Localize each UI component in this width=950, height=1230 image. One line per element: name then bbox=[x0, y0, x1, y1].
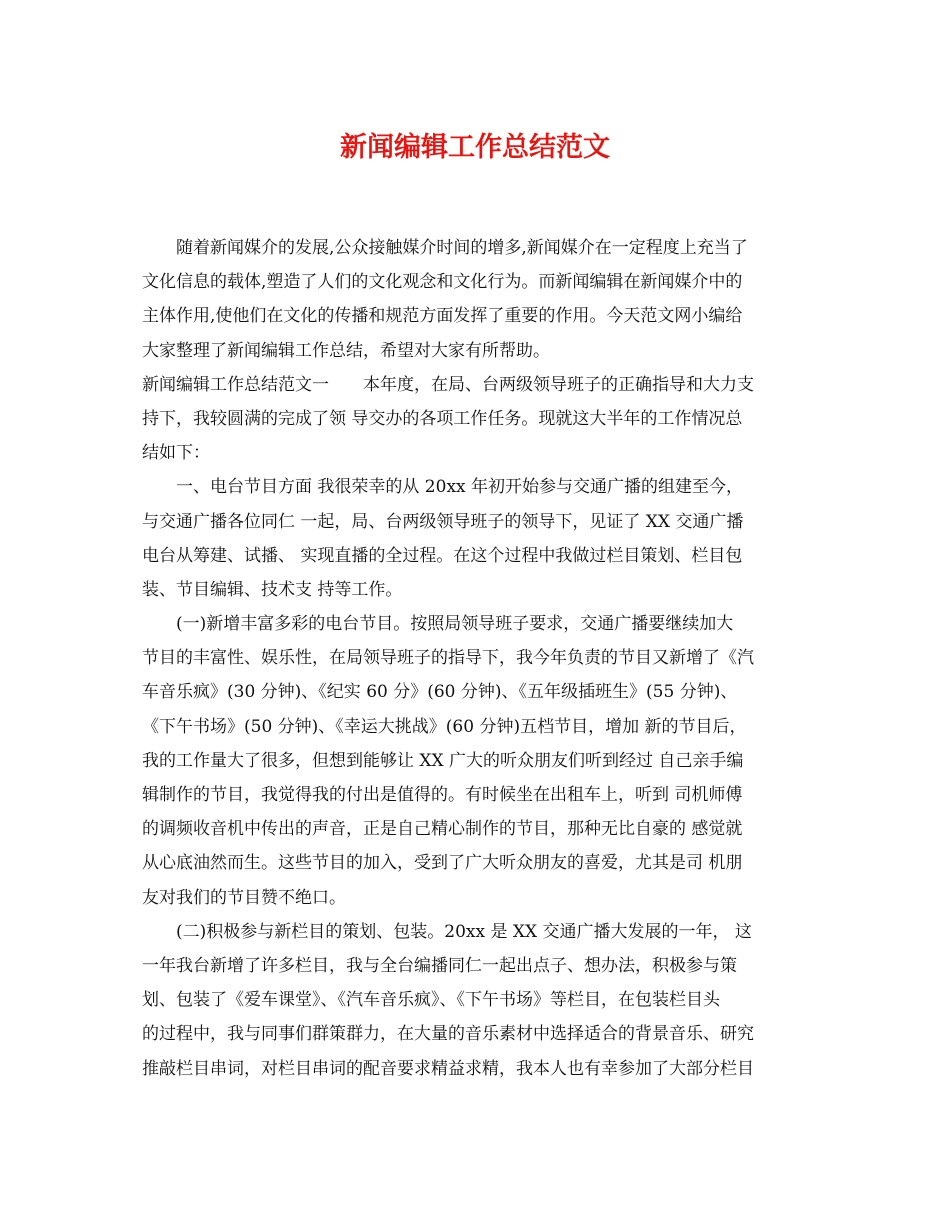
text-line: 的调频收音机中传出的声音，正是自己精心制作的节目，那种无比自豪的 感觉就 bbox=[142, 819, 743, 840]
text-line: 随着新闻媒介的发展,公众接触媒介时间的增多,新闻媒介在一定程度上充当了 bbox=[176, 238, 748, 258]
text-line: 从心底油然而生。这些节目的加入，受到了广大听众朋友的喜爱，尤其是司 机朋 bbox=[142, 853, 743, 874]
text-line: 我的工作量大了很多，但想到能够让 XX 广大的听众朋友们听到经过 自己亲手编 bbox=[142, 750, 744, 771]
text-line: 的过程中，我与同事们群策群力，在大量的音乐素材中选择适合的背景音乐、研究 bbox=[142, 1024, 754, 1045]
text-line: 大家整理了新闻编辑工作总结，希望对大家有所帮助。 bbox=[142, 340, 550, 361]
text-line: 持下，我较圆满的完成了领 导交办的各项工作任务。现就这大半年的工作情况总 bbox=[142, 408, 743, 429]
page-title: 新闻编辑工作总结范文 bbox=[340, 132, 610, 163]
text-line: (一)新增丰富多彩的电台节目。按照局领导班子要求，交通广播要继续加大 bbox=[176, 614, 734, 635]
text-line: 电台从筹建、试播、 实现直播的全过程。在这个过程中我做过栏目策划、栏目包 bbox=[142, 545, 743, 566]
text-line: 装、节目编辑、技术支 持等工作。 bbox=[142, 579, 403, 600]
document-body bbox=[142, 231, 816, 1086]
text-line: 友对我们的节目赞不绝口。 bbox=[142, 887, 346, 908]
text-line: 一年我台新增了许多栏目，我与全台编播同仁一起出点子、想办法，积极参与策 bbox=[142, 955, 737, 976]
text-line: 节目的丰富性、娱乐性，在局领导班子的指导下，我今年负责的节目又新增了《汽 bbox=[142, 648, 754, 669]
text-line: 推敲栏目串词，对栏目串词的配音要求精益求精，我本人也有幸参加了大部分栏目 bbox=[142, 1058, 754, 1079]
text-line: 文化信息的载体,塑造了人们的文化观念和文化行为。而新闻编辑在新闻媒介中的 bbox=[142, 272, 743, 293]
text-line: 划、包装了《爱车课堂》、《汽车音乐疯》、《下午书场》等栏目，在包装栏目头 bbox=[142, 990, 720, 1011]
text-line: 新闻编辑工作总结范文一 本年度，在局、台两级领导班子的正确指导和大力支 bbox=[142, 374, 754, 395]
text-line: 《下午书场》(50 分钟)、《幸运大挑战》(60 分钟)五档节目，增加 新的节目后， bbox=[142, 716, 747, 737]
text-line: 车音乐疯》(30 分钟)、《纪实 60 分》(60 分钟)、《五年级插班生》(55 分钟)、 bbox=[142, 682, 738, 703]
text-line: 结如下： bbox=[142, 443, 210, 464]
text-line: 与交通广播各位同仁 一起，局、台两级领导班子的领导下，见证了 XX 交通广播 bbox=[142, 511, 744, 532]
text-line: 一、电台节目方面 我很荣幸的从 20xx 年初开始参与交通广播的组建至今， bbox=[176, 477, 744, 498]
text-line: (二)积极参与新栏目的策划、包装。20xx 是 XX 交通广播大发展的一年， 这 bbox=[176, 921, 752, 942]
text-line: 主体作用,使他们在文化的传播和规范方面发挥了重要的作用。今天范文网小编给 bbox=[142, 306, 743, 327]
text-line: 辑制作的节目，我觉得我的付出是值得的。有时候坐在出租车上，听到 司机师傅 bbox=[142, 785, 743, 805]
